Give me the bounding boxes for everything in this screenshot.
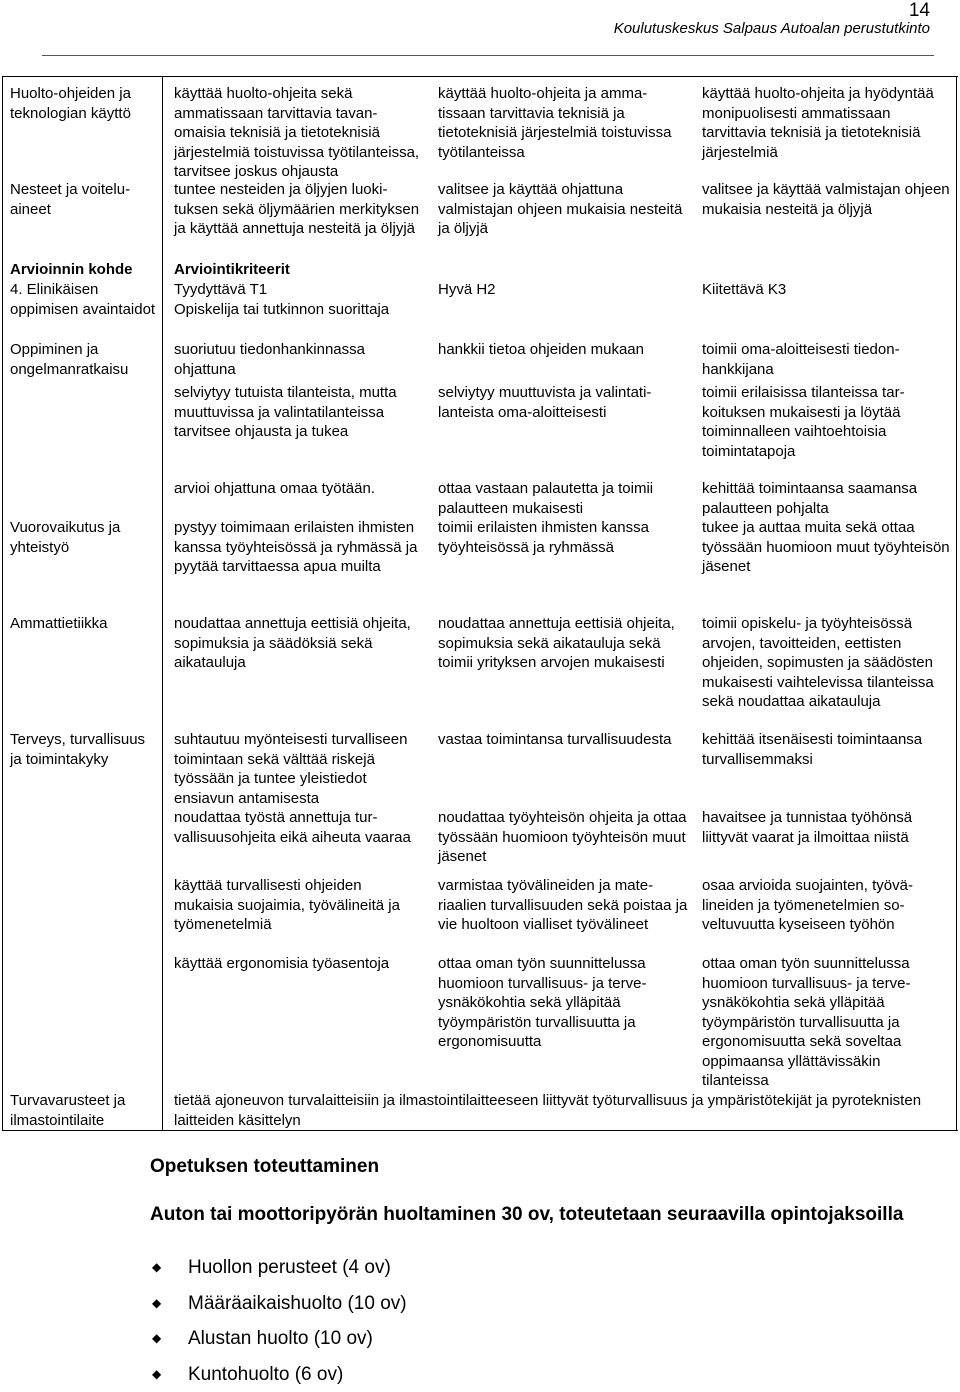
criteria-k3-oppiminen-3: kehittää toimintaansa saamansa palautteen pohjalta [702, 479, 950, 518]
criteria-k3-oppiminen-1: toimii oma-aloitteisesti tiedonhankkijana [702, 340, 950, 379]
criteria-t1-ammattietiikka: noudattaa annettuja eettisiä ohjeita, sopimuksia ja säädöksiä sekä aikatauluja [174, 614, 424, 673]
criteria-h2-oppiminen-2: selviytyy muuttuvista ja valintatilanteista oma-aloitteisesti [438, 383, 688, 422]
criteria-k3-nesteet: valitsee ja käyttää valmistajan ohjeen mukaisia nesteitä ja öljyjä [702, 180, 950, 219]
section-heading-opetuksen-toteuttaminen: Opetuksen toteuttaminen [150, 1155, 379, 1178]
criteria-h2-terveys-3: varmistaa työvälineiden ja materiaalien turvallisuuden sekä poistaa ja vie huoltoon vialliset työvälineet [438, 876, 688, 935]
row-label-oppiminen: Oppiminen ja ongelmanratkaisu [10, 340, 160, 379]
criteria-k3-terveys-4: ottaa oman työn suunnittelussa huomioon turvallisuus- ja terveysnäkökohtia sekä ylläpitää työympäristön turvallisuutta ja ergonomisuutta sekä soveltaa oppimaansa yllättävissäkin tilanteissa [702, 954, 950, 1091]
criteria-k3-ammattietiikka: toimii opiskelu- ja työyhteisössä arvojen, tavoitteiden, eettisten ohjeiden, sopimusten ja säädösten mukaisesti vaihtelevissa tilanteissa sekä noudattaa aikatauluja [702, 614, 950, 712]
criteria-h2-terveys-1: vastaa toimintansa turvallisuudesta [438, 730, 688, 750]
criteria-k3-vuorovaikutus: tukee ja auttaa muita sekä ottaa työssään huomioon muut työyhteisön jäsenet [702, 518, 950, 577]
criteria-t1-oppiminen-1: suoriutuu tiedonhankinnassa ohjattuna [174, 340, 424, 379]
diamond-bullet-icon: ◆ [152, 1321, 161, 1357]
course-name: Määräaikaishuolto (10 ov) [188, 1293, 407, 1314]
list-item [152, 1321, 407, 1357]
criteria-t1-huolto-ohjeet: käyttää huolto-ohjeita sekä ammatissaan tarvittavia tavanomaisia teknisiä ja tietoteknisiä järjestelmiä toistuvissa työtilanteissa, tarvitsee joskus ohjausta [174, 84, 424, 182]
criteria-t1-vuorovaikutus: pystyy toimimaan erilaisten ihmisten kanssa työyhteisössä ja ryhmässä ja pyytää tarvittaessa apua muilta [174, 518, 424, 577]
criteria-k3-huolto-ohjeet: käyttää huolto-ohjeita ja hyödyntää monipuolisesti ammatissaan tarvittavia teknisiä ja tietoteknisiä järjestelmiä [702, 84, 950, 162]
diamond-bullet-icon: ◆ [152, 1250, 161, 1286]
list-item [152, 1250, 407, 1286]
course-name: Huollon perusteet (4 ov) [188, 1257, 391, 1278]
row-label-vuorovaikutus: Vuorovaikutus ja yhteistyö [10, 518, 156, 557]
criteria-h2-vuorovaikutus: toimii erilaisten ihmisten kanssa työyhteisössä ja ryhmässä [438, 518, 688, 557]
criteria-h2-ammattietiikka: noudattaa annettuja eettisiä ohjeita, sopimuksia sekä aikatauluja sekä toimii yrityksen arvojen mukaisesti [438, 614, 688, 673]
column-header-arvioinnin-kohde: Arvioinnin kohde [10, 260, 160, 280]
column-header-arviointikriteerit: Arviointikriteerit [174, 260, 424, 280]
row-label-terveys: Terveys, turvallisuus ja toimintakyky [10, 730, 156, 769]
criteria-t1-terveys-1: suhtautuu myönteisesti turvalliseen toimintaan sekä välttää riskejä työssään ja tuntee yleistiedot ensiavun antamisesta [174, 730, 424, 808]
subject-line: Opiskelija tai tutkinnon suorittaja [174, 300, 574, 320]
diamond-bullet-icon: ◆ [152, 1357, 161, 1392]
grade-header-t1: Tyydyttävä T1 [174, 280, 424, 300]
grade-header-k3: Kiitettävä K3 [702, 280, 950, 300]
section-subheading-opintojaksot: Auton tai moottoripyörän huoltaminen 30 ov, toteutetaan seuraavilla opintojaksoilla [150, 1203, 940, 1226]
table-border-top [2, 76, 958, 77]
table-column-divider [162, 76, 163, 1131]
course-list [152, 1250, 407, 1392]
criteria-t1-oppiminen-2: selviytyy tutuista tilanteista, mutta muuttuvissa ja valintatilanteissa tarvitsee ohjausta ja tukea [174, 383, 424, 442]
criteria-t1-oppiminen-3: arvioi ohjattuna omaa työtään. [174, 479, 424, 499]
criteria-k3-terveys-2: havaitsee ja tunnistaa työhönsä liittyvät vaarat ja ilmoittaa niistä [702, 808, 950, 847]
criteria-k3-terveys-1: kehittää itsenäisesti toimintaansa turvallisemmaksi [702, 730, 950, 769]
criteria-t1-terveys-3: käyttää turvallisesti ohjeiden mukaisia suojaimia, työvälineitä ja työmenetelmiä [174, 876, 424, 935]
criteria-t1-terveys-4: käyttää ergonomisia työasentoja [174, 954, 436, 974]
criteria-h2-huolto-ohjeet: käyttää huolto-ohjeita ja ammatissaan tarvittavia teknisiä ja tietoteknisiä järjestelmiä toistuvissa työtilanteissa [438, 84, 688, 162]
criteria-h2-terveys-2: noudattaa työyhteisön ohjeita ja ottaa työssään huomioon työyhteisön muut jäsenet [438, 808, 688, 867]
row-label-nesteet: Nesteet ja voiteluaineet [10, 180, 156, 219]
criteria-turvavarusteet: tietää ajoneuvon turvalaitteisiin ja ilmastointilaitteeseen liittyvät työturvallisuus ja ympäristötekijät ja pyroteknisten laitteiden käsittelyn [174, 1091, 950, 1130]
criteria-t1-nesteet: tuntee nesteiden ja öljyjen luokituksen sekä öljymäärien merkityksen ja käyttää annettuja nesteitä ja öljyjä [174, 180, 424, 239]
criteria-h2-terveys-4: ottaa oman työn suunnittelussa huomioon turvallisuus- ja terveysnäkökohtia sekä ylläpitää työympäristön turvallisuutta ja ergonomisuutta [438, 954, 688, 1052]
row-label-ammattietiikka: Ammattietiikka [10, 614, 156, 634]
list-item [152, 1357, 407, 1392]
running-header: Koulutuskeskus Salpaus Autoalan perustutkinto [0, 20, 930, 37]
criteria-h2-nesteet: valitsee ja käyttää ohjattuna valmistajan ohjeen mukaisia nesteitä ja öljyjä [438, 180, 688, 239]
assessment-table [2, 76, 958, 1131]
table-border-bottom [2, 1130, 958, 1131]
row-label-turvavarusteet: Turvavarusteet ja ilmastointilaite [10, 1091, 156, 1130]
diamond-bullet-icon: ◆ [152, 1286, 161, 1322]
course-name: Alustan huolto (10 ov) [188, 1328, 373, 1349]
grade-header-h2: Hyvä H2 [438, 280, 688, 300]
list-item [152, 1286, 407, 1322]
section-label-avaintaidot: 4. Elinikäisen oppimisen avaintaidot [10, 280, 156, 319]
criteria-h2-oppiminen-3: ottaa vastaan palautetta ja toimii palautteen mukaisesti [438, 479, 688, 518]
criteria-k3-oppiminen-2: toimii erilaisissa tilanteissa tarkoituksen mukaisesti ja löytää toiminnalleen vaihtoehtoisia toimintatapoja [702, 383, 950, 461]
page-number: 14 [909, 0, 930, 22]
table-border-right [956, 76, 957, 1131]
criteria-h2-oppiminen-1: hankkii tietoa ohjeiden mukaan [438, 340, 688, 360]
table-border-left [2, 76, 3, 1131]
criteria-k3-terveys-3: osaa arvioida suojainten, työvälineiden ja työmenetelmien soveltuvuutta kyseiseen työhön [702, 876, 950, 935]
criteria-t1-terveys-2: noudattaa työstä annettuja turvallisuusohjeita eikä aiheuta vaaraa [174, 808, 424, 847]
row-label-huolto-ohjeet: Huolto-ohjeiden ja teknologian käyttö [10, 84, 156, 123]
header-rule [42, 55, 934, 56]
course-name: Kuntohuolto (6 ov) [188, 1364, 343, 1385]
